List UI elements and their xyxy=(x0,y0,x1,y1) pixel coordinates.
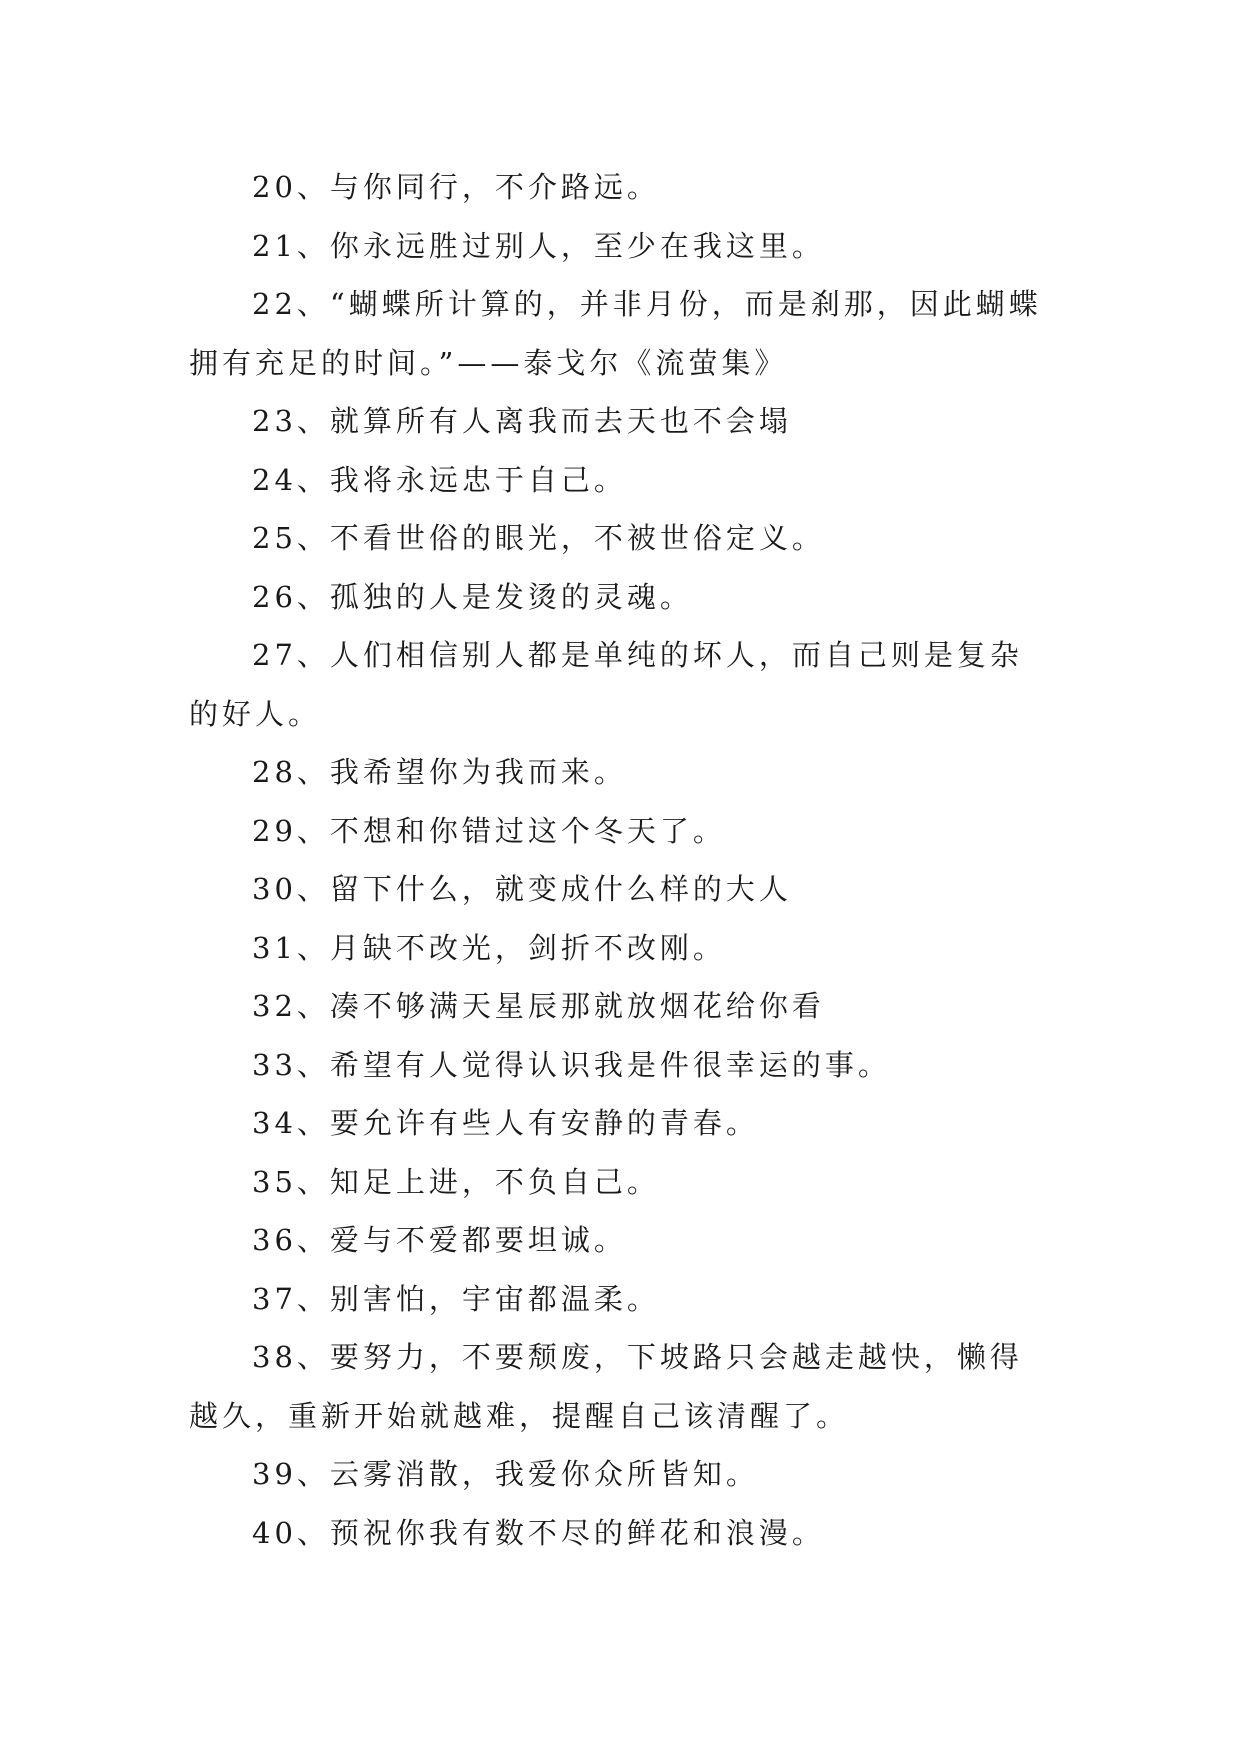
document-body xyxy=(189,158,1055,1562)
paragraph-28: 28、我希望你为我而来。 xyxy=(252,755,627,789)
paragraph-23: 23、就算所有人离我而去天也不会塌 xyxy=(252,404,792,438)
paragraph-31: 31、月缺不改光，剑折不改刚。 xyxy=(252,930,726,965)
paragraph-32: 32、凑不够满天星辰那就放烟花给你看 xyxy=(252,989,825,1023)
paragraph-37: 37、别害怕，宇宙都温柔。 xyxy=(252,1281,660,1316)
paragraph-20: 20、与你同行，不介路远。 xyxy=(252,170,660,204)
paragraph-38: 38、要努力，不要颓废，下坡路只会越走越快，懒得越久，重新开始就越难，提醒自己该清醒了。 xyxy=(189,1340,1023,1433)
paragraph-34: 34、要允许有些人有安静的青春。 xyxy=(252,1106,759,1140)
paragraph-27: 27、人们相信别人都是单纯的坏人，而自己则是复杂的好人。 xyxy=(189,638,1023,731)
paragraph-21: 21、你永远胜过别人，至少在我这里。 xyxy=(252,228,825,263)
paragraph-25: 25、不看世俗的眼光，不被世俗定义。 xyxy=(252,521,825,555)
paragraph-33: 33、希望有人觉得认识我是件很幸运的事。 xyxy=(252,1047,891,1082)
paragraph-40: 40、预祝你我有数不尽的鲜花和浪漫。 xyxy=(252,1515,825,1550)
paragraph-36: 36、爱与不爱都要坦诚。 xyxy=(252,1223,627,1257)
paragraph-35: 35、知足上进，不负自己。 xyxy=(252,1164,660,1199)
paragraph-39: 39、云雾消散，我爱你众所皆知。 xyxy=(252,1457,759,1491)
paragraph-30: 30、留下什么，就变成什么样的大人 xyxy=(252,872,792,906)
paragraph-29: 29、不想和你错过这个冬天了。 xyxy=(252,813,726,848)
paragraph-22: 22、“蝴蝶所计算的，并非月份，而是刹那，因此蝴蝶拥有充足的时间。”——泰戈尔《流萤集》 xyxy=(189,287,1042,380)
paragraph-26: 26、孤独的人是发烫的灵魂。 xyxy=(252,579,693,614)
paragraph-24: 24、我将永远忠于自己。 xyxy=(252,462,627,497)
